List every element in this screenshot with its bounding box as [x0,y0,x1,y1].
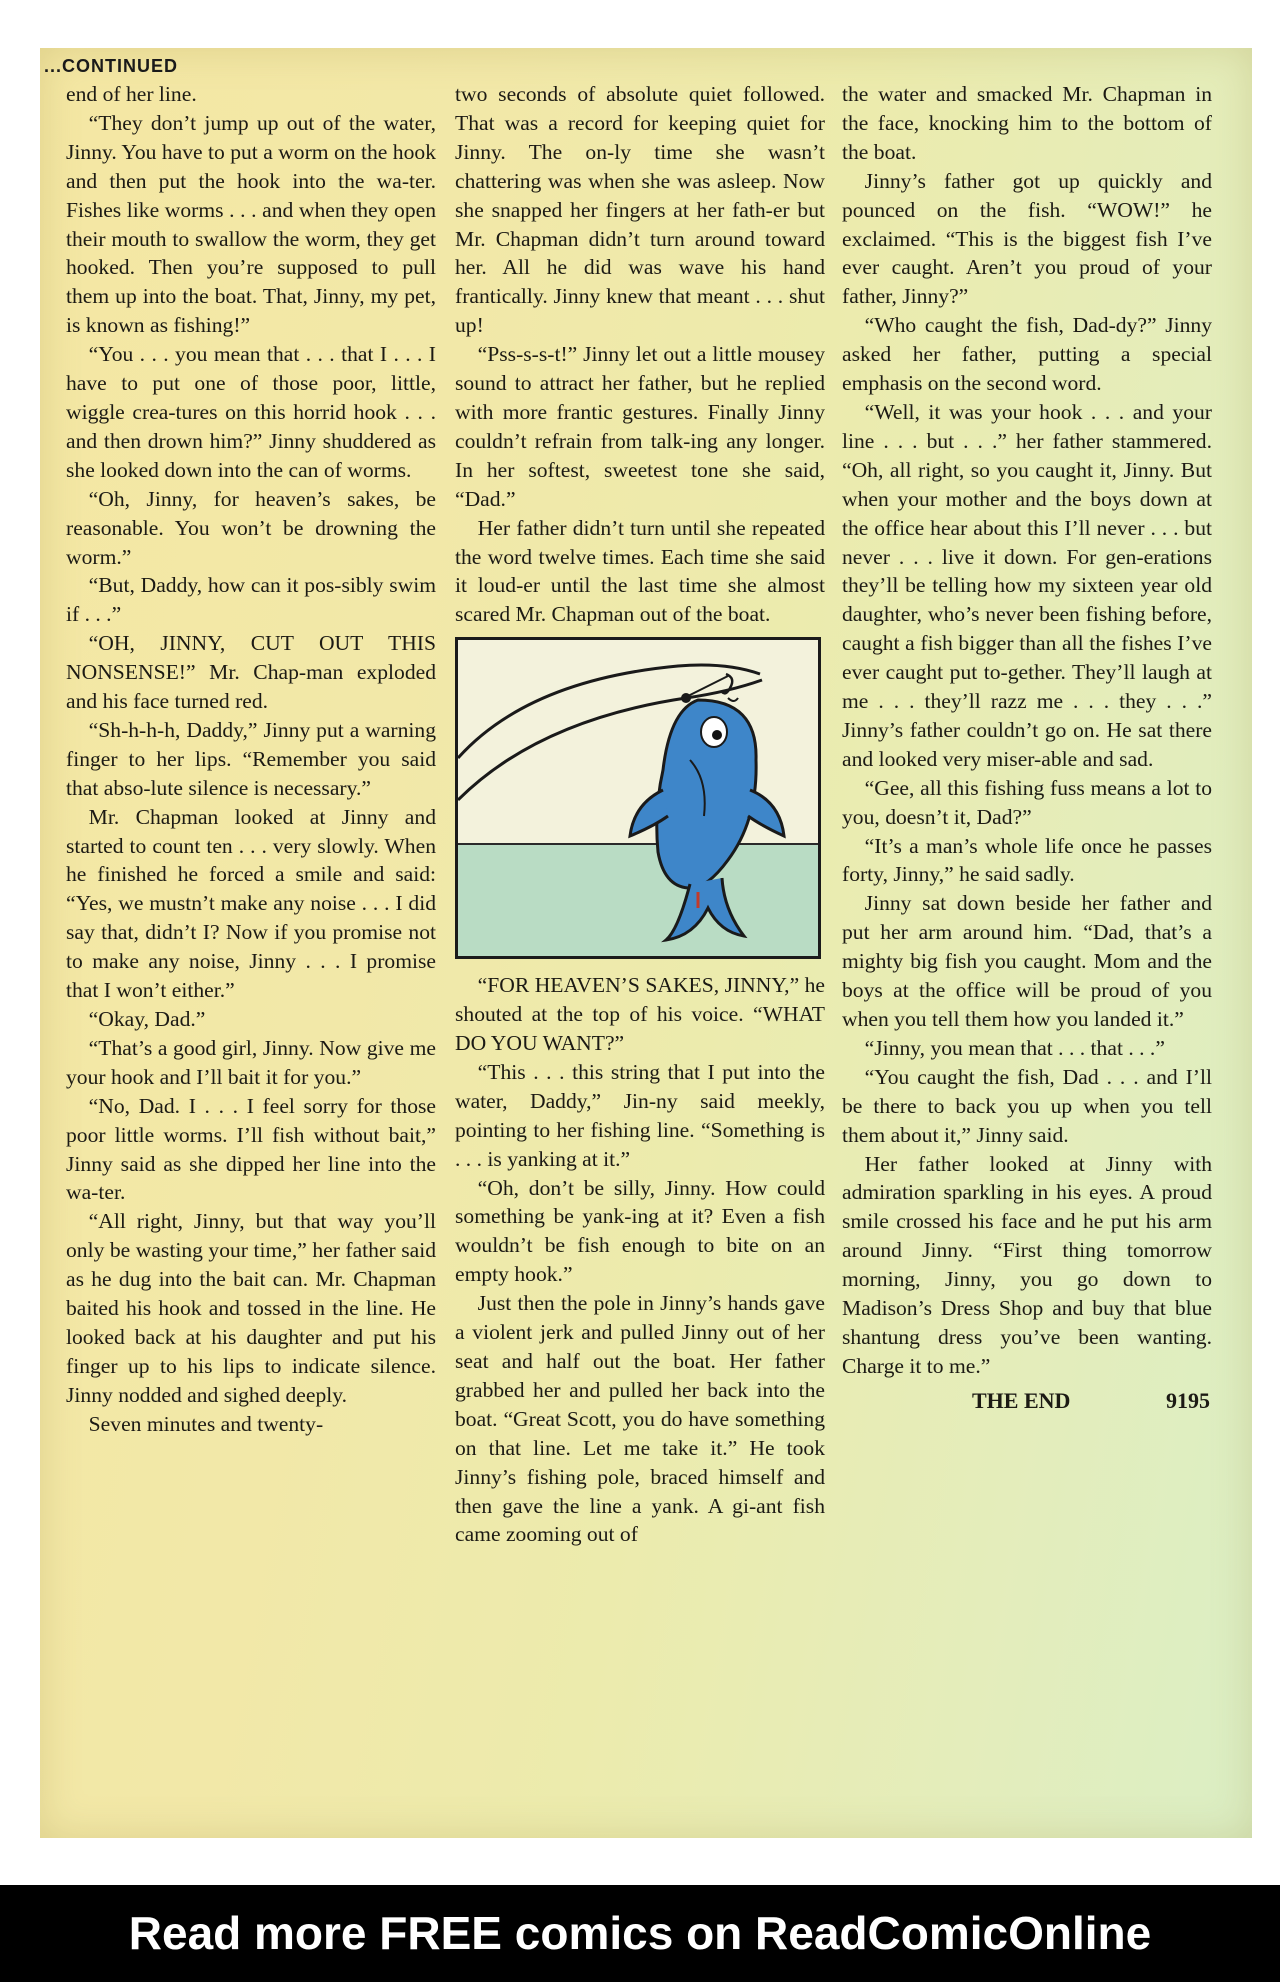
column-2 [455,80,825,1549]
paragraph: end of her line. [66,82,197,106]
paragraph: “It’s a man’s whole life once he passes forty, Jinny,” he said sadly. [842,833,1212,887]
paragraph: “OH, JINNY, CUT OUT THIS NONSENSE!” Mr. Chap-man exploded and his face turned red. [66,631,436,714]
paragraph: Mr. Chapman looked at Jinny and started to count ten . . . very slowly. When he finished he forced a smile and said: “Yes, we mustn’t make any noise . . . I did say that, didn’t I? Now if you promise not to make any noise, Jinny . . . I promise that I won’t either.” [66,804,436,1003]
paragraph: Jinny sat down beside her father and put her arm around him. “Dad, that’s a mighty big fish you caught. Mom and the boys at the office will be proud of you when you tell them how you landed it.” [842,891,1212,1031]
paragraph: “Okay, Dad.” [88,1007,206,1031]
continued-label: ...CONTINUED [44,56,179,76]
paragraph: “Gee, all this fishing fuss means a lot to you, doesn’t it, Dad?” [842,775,1212,829]
paragraph: two seconds of absolute quiet followed. That was a record for keeping quiet for Jinny. The on-ly time she wasn’t chattering was when she was asleep. Now she snapped her fingers at her fath-er but Mr. Chapman didn’t turn around toward her. All he did was wave his hand frantically. Jinny knew that meant . . . shut up! [455,82,825,338]
paragraph: Her father didn’t turn until she repeated the word twelve times. Each time she said it loud-er until the last time she almost scared Mr. Chapman out of the boat. [455,515,825,627]
paragraph: Her father looked at Jinny with admiration sparkling in his eyes. A proud smile crossed his face and he put his arm around Jinny. “First thing tomorrow morning, Jinny, you go down to Madison’s Dress Shop and buy that blue shantung dress you’ve been wanting. Charge it to me.” [842,1151,1212,1378]
column-1 [66,80,436,1439]
paragraph: “You . . . you mean that . . . that I . . . I have to put one of those poor, little, wiggle crea-tures on this horrid hook . . . and then drown him?” Jinny shuddered as she looked down into the can of worms. [66,342,436,482]
paragraph: Jinny’s father got up quickly and pounced on the fish. “WOW!” he exclaimed. “This is the biggest fish I’ve ever caught. Aren’t you proud of your father, Jinny?” [842,168,1212,309]
paragraph: Just then the pole in Jinny’s hands gave a violent jerk and pulled Jinny out of her seat and half out the boat. Her father grabbed her and pulled her back into the boat. “Great Scott, you do have something on that line. Let me take it.” He took Jinny’s fishing pole, braced himself and then gave the line a yank. A gi-ant fish came zooming out of [455,1291,825,1547]
paragraph: “No, Dad. I . . . I feel sorry for those poor little worms. I’ll fish without bait,” Jinny said as she dipped her line into the wa-ter. [66,1093,436,1205]
paragraph: “But, Daddy, how can it pos-sibly swim if . . .” [66,573,436,627]
footer-banner[interactable]: Read more FREE comics on ReadComicOnline [0,1885,1280,1982]
paragraph: the water and smacked Mr. Chapman in the face, knocking him to the bottom of the boat. [842,82,1212,164]
paragraph: “Sh-h-h-h, Daddy,” Jinny put a warning finger to her lips. “Remember you said that abso-lute silence is necessary.” [66,717,436,800]
fish-pupil [712,730,722,740]
paragraph: “All right, Jinny, but that way you’ll only be wasting your time,” her father said as he dug into the bait can. Mr. Chapman baited his hook and tossed in the line. He looked back at his daughter and put his finger up to his lips to indicate silence. Jinny nodded and sighed deeply. [66,1209,436,1407]
the-end-label: THE END [972,1387,1071,1413]
paragraph: “They don’t jump up out of the water, Jinny. You have to put a worm on the hook and then put the hook into the wa-ter. Fishes like worms . . . and when they open their mouth to swallow the worm, they get hooked. Then you’re supposed to pull them up into the boat. That, Jinny, my pet, is known as fishing!” [66,110,436,338]
fish-on-line-illustration [458,640,818,956]
paragraph: “FOR HEAVEN’S SAKES, JINNY,” he shouted at the top of his voice. “WHAT DO YOU WANT?” [455,973,825,1056]
paragraph: “This . . . this string that I put into the water, Daddy,” Jin-ny said meekly, pointing to her fishing line. “Something is . . . is yanking at it.” [455,1059,825,1171]
paragraph: “That’s a good girl, Jinny. Now give me your hook and I’ll bait it for you.” [66,1035,436,1089]
paragraph: Seven minutes and twenty- [88,1411,324,1436]
paragraph: “Well, it was your hook . . . and your line . . . but . . .” her father stammered. “Oh, all right, so you caught it, Jinny. But when your mother and the boys down at the office hear about this I’ll never . . . but never . . . live it down. For gen-erations they’ll be telling how my sixteen year old daughter, who’s never been fishing before, caught a fish bigger than all the fishes I’ve ever caught put to-gether. They’ll laugh at me . . . they’ll razz me . . . they . . .” Jinny’s father couldn’t go on. He sat there and looked very miser-able and sad. [842,399,1212,771]
column-2-top [455,80,825,629]
paragraph: “Who caught the fish, Dad-dy?” Jinny asked her father, putting a special emphasis on the second word. [842,313,1212,396]
column-3-body [842,80,1212,1381]
paragraph: “Oh, Jinny, for heaven’s sakes, be reasonable. You won’t be drowning the worm.” [66,486,436,569]
column-3 [842,80,1212,1416]
paragraph: “Oh, don’t be silly, Jinny. How could something be yank-ing at it? Even a fish wouldn’t be fish enough to bite on an empty hook.” [455,1175,825,1287]
page-code: 9195 [1166,1387,1210,1413]
water-area [458,844,818,956]
story-ending [842,1387,1212,1416]
column-2-bottom [455,971,825,1549]
paragraph: “Jinny, you mean that . . . that . . .” [864,1035,1165,1060]
fish-illustration-panel [455,637,821,959]
paragraph: “Pss-s-s-t!” Jinny let out a little mousey sound to attract her father, but he replied with more frantic gestures. Finally Jinny couldn’t refrain from talk-ing any longer. In her softest, sweetest tone she said, “Dad.” [455,342,825,511]
paragraph: “You caught the fish, Dad . . . and I’ll be there to back you up when you tell them about it,” Jinny said. [842,1064,1212,1147]
